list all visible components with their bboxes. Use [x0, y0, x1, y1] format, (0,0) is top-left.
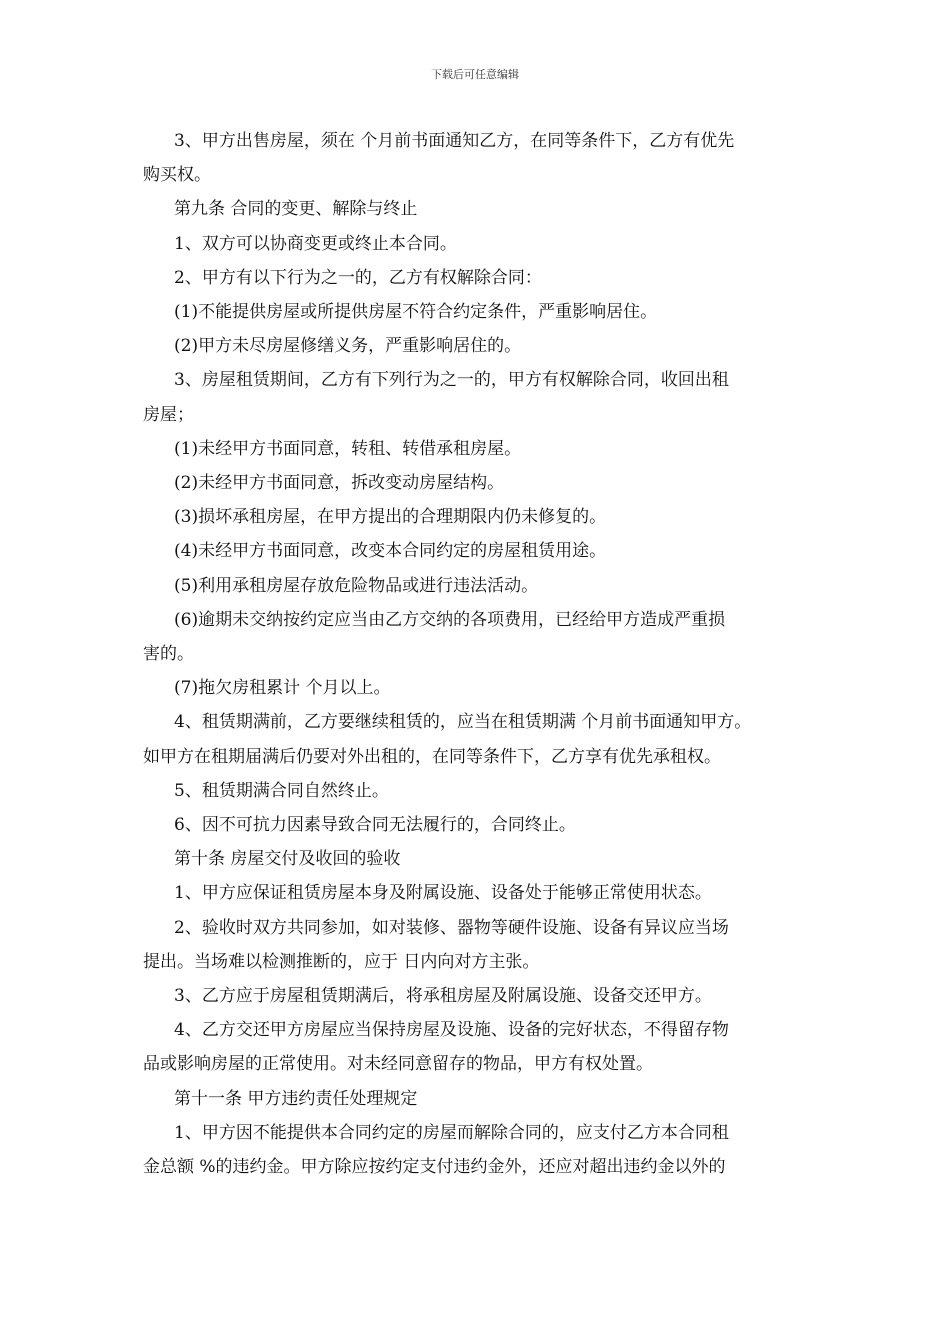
header-note: 下载后可任意编辑 — [431, 68, 519, 81]
text-line: 1、甲方应保证租赁房屋本身及附属设施、设备处于能够正常使用状态。 — [174, 883, 712, 904]
text-line: 4、乙方交还甲方房屋应当保持房屋及设施、设备的完好状态，不得留存物 — [174, 1020, 729, 1041]
text-line: 害的。 — [143, 644, 194, 665]
text-line: (2)未经甲方书面同意，拆改变动房屋结构。 — [174, 473, 505, 494]
text-line: 1、双方可以协商变更或终止本合同。 — [174, 233, 457, 254]
text-line: 提出。当场难以检测推断的，应于 日内向对方主张。 — [143, 951, 540, 972]
text-line: (7)拖欠房租累计 个月以上。 — [174, 678, 391, 699]
text-line: 6、因不可抗力因素导致合同无法履行的，合同终止。 — [174, 815, 576, 836]
text-line: 如甲方在租期届满后仍要对外出租的，在同等条件下，乙方享有优先承租权。 — [143, 746, 721, 767]
text-line: (4)未经甲方书面同意，改变本合同约定的房屋租赁用途。 — [174, 541, 607, 562]
text-line: 2、甲方有以下行为之一的，乙方有权解除合同： — [174, 267, 542, 288]
text-line: 4、租赁期满前，乙方要继续租赁的，应当在租赁期满 个月前书面通知甲方。 — [174, 712, 752, 733]
text-line: 房屋； — [143, 404, 194, 425]
text-line: 3、甲方出售房屋，须在 个月前书面通知乙方，在同等条件下，乙方有优先 — [174, 131, 735, 151]
text-line: (6)逾期未交纳按约定应当由乙方交纳的各项费用，已经给甲方造成严重损 — [174, 609, 726, 630]
text-line: 第九条 合同的变更、解除与终止 — [174, 199, 418, 220]
text-line: 5、租赁期满合同自然终止。 — [174, 780, 389, 801]
text-line: (3)损坏承租房屋，在甲方提出的合理期限内仍未修复的。 — [174, 507, 607, 528]
text-line: 金总额 %的违约金。甲方除应按约定支付违约金外，还应对超出违约金以外的 — [143, 1157, 726, 1178]
text-line: 3、房屋租赁期间，乙方有下列行为之一的，甲方有权解除合同，收回出租 — [174, 370, 729, 391]
text-line: 1、甲方因不能提供本合同约定的房屋而解除合同的，应支付乙方本合同租 — [174, 1122, 729, 1143]
text-line: 第十条 房屋交付及收回的验收 — [174, 849, 401, 870]
document-body — [143, 124, 815, 1184]
text-line: 2、验收时双方共同参加，如对装修、器物等硬件设施、设备有异议应当场 — [174, 917, 729, 938]
text-line: 品或影响房屋的正常使用。对未经同意留存的物品，甲方有权处置。 — [143, 1054, 653, 1075]
text-line: 购买权。 — [143, 165, 211, 186]
text-line: (1)未经甲方书面同意，转租、转借承租房屋。 — [174, 438, 522, 459]
text-line: (5)利用承租房屋存放危险物品或进行违法活动。 — [174, 575, 539, 596]
text-line: (1)不能提供房屋或所提供房屋不符合约定条件，严重影响居住。 — [174, 302, 658, 323]
text-line: (2)甲方未尽房屋修缮义务，严重影响居住的。 — [174, 336, 522, 357]
text-line: 第十一条 甲方违约责任处理规定 — [174, 1088, 418, 1109]
text-line: 3、乙方应于房屋租赁期满后，将承租房屋及附属设施、设备交还甲方。 — [174, 986, 712, 1007]
